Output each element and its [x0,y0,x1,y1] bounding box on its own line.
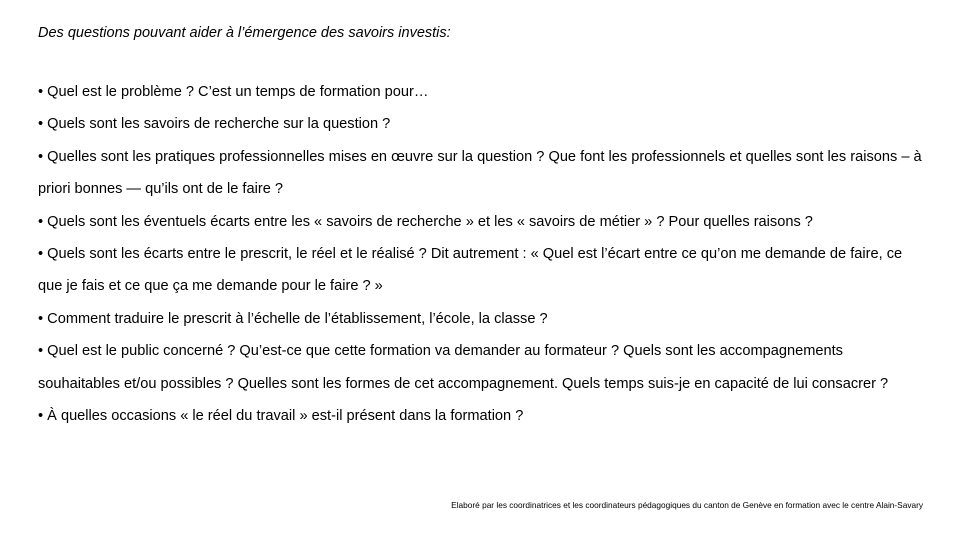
question-item-4: • Quels sont les éventuels écarts entre les « savoirs de recherche » et les « savoirs de métier » ? Pour quelles raisons ? [38,213,813,230]
question-item-6: • Comment traduire le prescrit à l’échelle de l’établissement, l’école, la classe ? [38,310,548,327]
question-item-1: • Quel est le problème ? C’est un temps de formation pour… [38,84,429,100]
footer-credit: Elaboré par les coordinatrices et les coordinateurs pédagogiques du canton de Genève en formation avec le centre Alain-Savary [451,500,923,510]
question-item-8: • À quelles occasions « le réel du travail » est-il présent dans la formation ? [38,408,524,425]
page-heading: Des questions pouvant aider à l’émergence des savoirs investis: [38,25,451,41]
question-item-7: • Quel est le public concerné ? Qu’est-ce que cette formation va demander au formateur ? Quels sont les accompagnements souhaitables et/ou possibles ? Quelles sont les formes de cet accompagnement. Quels temps suis-je en capacité de lui consacrer ? [38,343,889,392]
question-item-5: • Quels sont les écarts entre le prescrit, le réel et le réalisé ? Dit autrement : « Quel est l’écart entre ce qu’on me demande de faire, ce que je fais et ce que ça me demande pour le faire ? » [38,246,903,295]
question-item-2: • Quels sont les savoirs de recherche sur la question ? [38,116,391,133]
question-item-3: • Quelles sont les pratiques professionnelles mises en œuvre sur la question ? Que font les professionnels et quelles sont les raisons – à priori bonnes — qu’ils ont de le faire ? [38,148,922,198]
question-list [38,76,928,432]
